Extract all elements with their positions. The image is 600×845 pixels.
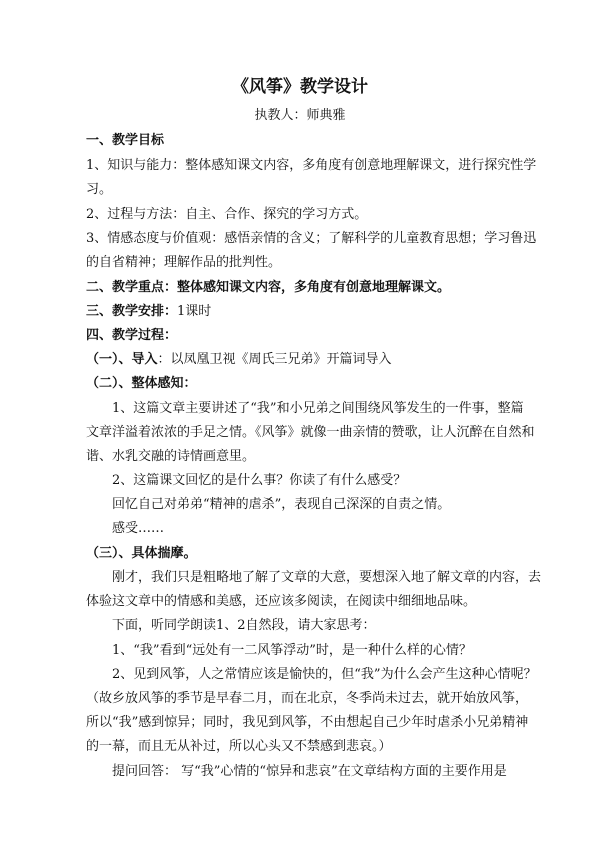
- arrangement: [86, 304, 211, 320]
- goal-1-line-1: 1、知识与能力：整体感知课文内容，多角度有创意地理解课文，进行探究性学: [86, 158, 537, 173]
- step-2-line-1: 1、这篇文章主要讲述了“我”和小兄弟之间围绕风筝发生的一件事，整篇: [112, 401, 524, 416]
- step-3-line-1: 刚才，我们只是粗略地了解了文章的大意，要想深入地了解文章的内容，去: [112, 570, 542, 585]
- goals-heading: 一、教学目标: [86, 133, 165, 148]
- step-1-label: （一）、导入: [86, 352, 158, 367]
- key-points-text: ：整体感知课文内容，多角度有创意地理解课文。: [164, 280, 451, 295]
- key-points-label: 二、教学重点: [86, 280, 165, 295]
- step-3-line-2: 体验这文章中的情感和美感，还应该多阅读，在阅读中细细地品味。: [86, 594, 477, 609]
- step-2-line-2: 文章洋溢着浓浓的手足之情。《风筝》就像一曲亲情的赞歌，让人沉醉在自然和: [86, 425, 535, 440]
- step-3-line-5: 2、见到风筝，人之常情应该是愉快的，但“我”为什么会产生这种心情呢？: [112, 667, 537, 682]
- step-3-line-8: 的一幕，而且无从补过，所以心头又不禁感到悲哀。）: [86, 739, 392, 754]
- step-2-line-6: 感受……: [112, 521, 165, 536]
- step-3-line-7: 所以“我”感到惊异；同时，我见到风筝，不由想起自己少年时虐杀小兄弟精神: [86, 715, 529, 730]
- step-3-line-3: 下面，听同学朗读1、2自然段，请大家思考：: [112, 618, 376, 633]
- arrangement-text: 1课时: [177, 304, 212, 319]
- step-3-label: （三）、具体揣摩。: [86, 546, 197, 561]
- goal-3-line-2: 的自省精神；理解作品的批判性。: [86, 255, 282, 270]
- step-3-line-4: 1、“我”看到“远处有一二风筝浮动”时，是一种什么样的心情？: [112, 643, 472, 658]
- goal-1-line-2: 习。: [86, 182, 113, 197]
- arrangement-label: 三、教学安排：: [86, 304, 178, 319]
- step-2-line-5: 回忆自己对弟弟“精神的虐杀”，表现自己深深的自责之情。: [112, 497, 451, 512]
- document-title: 《风筝》教学设计: [232, 77, 368, 97]
- author-line: 执教人：师典雅: [254, 108, 346, 123]
- goal-2: 2、过程与方法：自主、合作、探究的学习方式。: [86, 207, 368, 222]
- key-points: [86, 280, 450, 296]
- step-2-label: （二）、整体感知：: [86, 376, 197, 391]
- process-heading: 四、教学过程：: [86, 328, 178, 343]
- step-2-line-4: 2、这篇课文回忆的是什么事？你读了有什么感受？: [112, 473, 407, 488]
- step-2-line-3: 谐、水乳交融的诗情画意里。: [86, 449, 256, 464]
- step-3-line-6: （故乡放风筝的季节是早春二月，而在北京，冬季尚未过去，就开始放风筝，: [86, 691, 529, 706]
- step-1-text: ：以凤凰卫视《周氏三兄弟》开篇词导入: [157, 352, 392, 367]
- step-3-line-9: 提问回答： 写“我”心情的“惊异和悲哀”在文章结构方面的主要作用是: [112, 764, 507, 779]
- step-1: [86, 352, 392, 368]
- goal-3-line-1: 3、情感态度与价值观：感悟亲情的含义；了解科学的儿童教育思想；学习鲁迅: [86, 231, 537, 246]
